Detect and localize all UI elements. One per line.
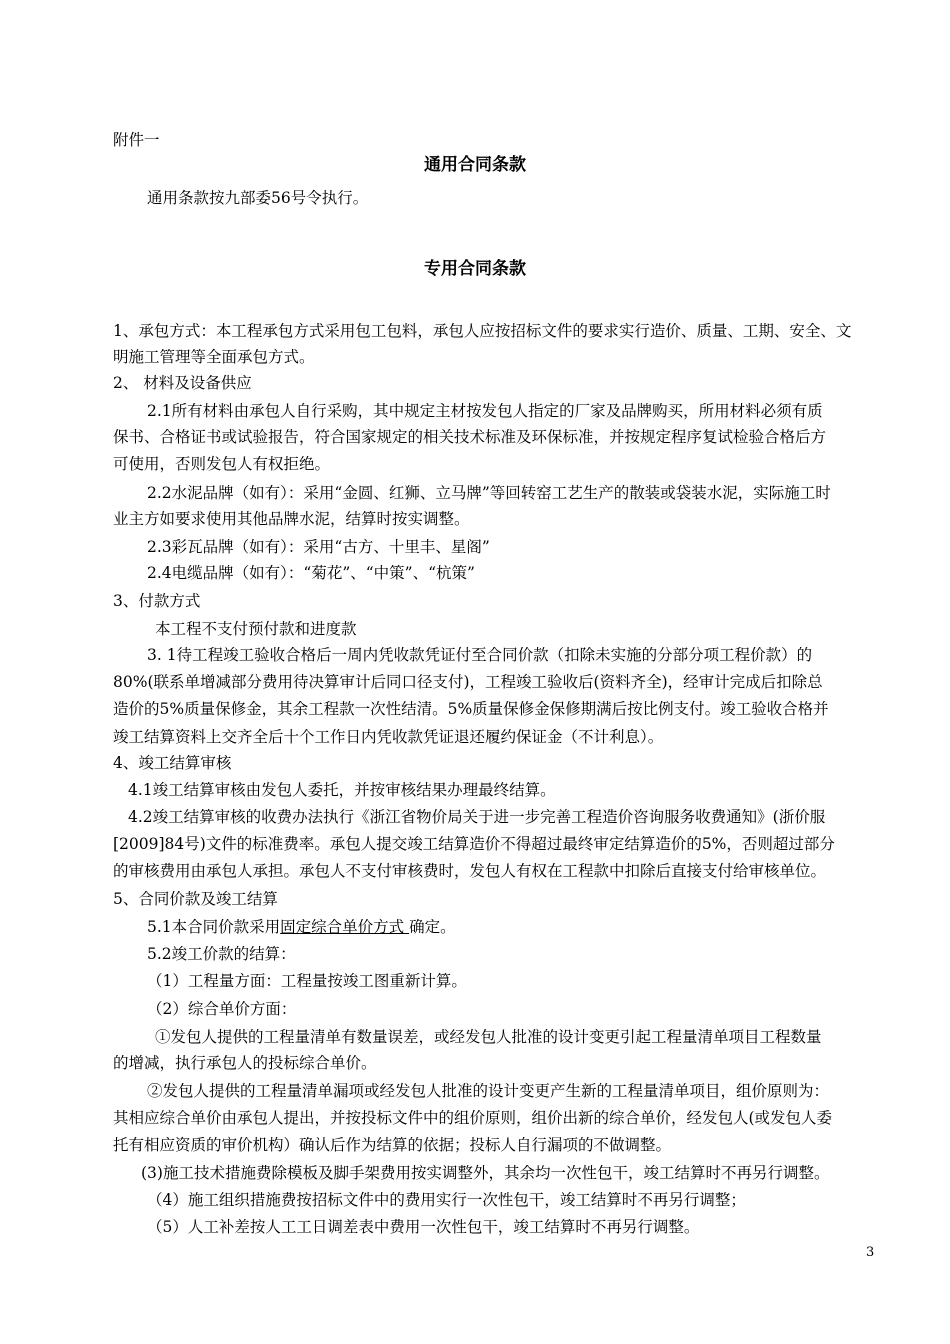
contract-price-prefix: 5.1本合同价款采用 xyxy=(147,918,281,936)
text-line: 1、承包方式：本工程承包方式采用包工包料，承包人应按招标文件的要求实行造价、质量、工期、安全、文 xyxy=(113,322,852,340)
text-line: 托有相应资质的审价机构）确认后作为结算的依据；投标人自行漏项的不做调整。 xyxy=(113,1136,672,1154)
general-text: 通用条款按九部委56号令执行。 xyxy=(147,189,369,207)
general-title: 通用合同条款 xyxy=(424,155,526,175)
text-line: 2.2水泥品牌（如有）：采用“金圆、红狮、立马牌”等回转窑工艺生产的散装或袋装水泥，实际施工时 xyxy=(147,484,831,502)
text-line: （5）人工补差按人工工日调差表中费用一次性包干，竣工结算时不再另行调整。 xyxy=(147,1218,700,1236)
text-line: （4）施工组织措施费按招标文件中的费用实行一次性包干，竣工结算时不再另行调整； xyxy=(147,1191,746,1209)
text-line: 保书、合格证书或试验报告，符合国家规定的相关技术标准及环保标准，并按规定程序复试检验合格后方 xyxy=(113,428,827,446)
section-heading: 5、合同价款及竣工结算 xyxy=(113,890,278,908)
section-heading: 3、付款方式 xyxy=(113,592,201,610)
text-line: 2.1所有材料由承包人自行采购，其中规定主材按发包人指定的厂家及品牌购买，所用材料必须有质 xyxy=(147,402,823,420)
text-line: [2009]84号)文件的标准费率。承包人提交竣工结算造价不得超过最终审定结算造价的5%，否则超过部分 xyxy=(113,835,835,853)
text-line: 本工程不支付预付款和进度款 xyxy=(155,620,357,638)
text-line: 明施工管理等全面承包方式。 xyxy=(113,348,315,366)
text-line: 造价的5%质量保修金，其余工程款一次性结清。5%质量保修金保修期满后按比例支付。竣工验收合格并 xyxy=(113,700,829,718)
text-line: 2.4电缆品牌（如有）：“菊花”、“中策”、“杭策” xyxy=(147,564,475,582)
text-line: 4.2竣工结算审核的收费办法执行《浙江省物价局关于进一步完善工程造价咨询服务收费通知》(浙价服 xyxy=(128,808,826,826)
special-title: 专用合同条款 xyxy=(424,259,526,279)
text-line: 竣工结算资料上交齐全后十个工作日内凭收款凭证退还履约保证金（不计利息）。 xyxy=(113,728,664,746)
text-line: 4.1竣工结算审核由发包人委托，并按审核结果办理最终结算。 xyxy=(128,781,556,799)
contract-price-suffix: 确定。 xyxy=(409,918,456,936)
text-line: 的审核费用由承包人承担。承包人不支付审核费时，发包人有权在工程款中扣除后直接支付给审核单位。 xyxy=(113,862,827,880)
contract-price-method: 固定综合单价方式 xyxy=(280,918,410,936)
text-line: 的增减，执行承包人的投标综合单价。 xyxy=(113,1054,377,1072)
text-line: ①发包人提供的工程量清单有数量误差，或经发包人批准的设计变更引起工程量清单项目工程数量 xyxy=(155,1028,822,1046)
section-heading: 4、竣工结算审核 xyxy=(113,754,232,772)
text-line: 2.3彩瓦品牌（如有）：采用“古方、十里丰、星阁” xyxy=(147,538,490,556)
attachment-label: 附件一 xyxy=(113,131,160,149)
text-line: （2）综合单价方面： xyxy=(147,1000,297,1018)
text-line: 其相应综合单价由承包人提出，并按投标文件中的组价原则，组价出新的综合单价，经发包人(或发包人委 xyxy=(113,1109,833,1127)
text-line: (3)施工技术措施费除模板及脚手架费用按实调整外，其余均一次性包干，竣工结算时不再另行调整。 xyxy=(141,1164,830,1182)
text-line: 业主方如要求使用其他品牌水泥，结算时按实调整。 xyxy=(113,510,470,528)
section-heading: 2、 材料及设备供应 xyxy=(113,374,252,392)
text-line: ②发包人提供的工程量清单漏项或经发包人批准的设计变更产生新的工程量清单项目，组价原则为： xyxy=(147,1082,830,1100)
text-line: 80%(联系单增减部分费用待决算审计后同口径支付)，工程竣工验收后(资料齐全)，经审计完成后扣除总 xyxy=(113,673,823,691)
page-number: 3 xyxy=(866,1245,875,1260)
text-line: 5.2竣工价款的结算： xyxy=(147,945,296,963)
text-line: （1）工程量方面：工程量按竣工图重新计算。 xyxy=(147,972,467,990)
text-line xyxy=(147,914,456,940)
text-line: 3. 1待工程竣工验收合格后一周内凭收款凭证付至合同价款（扣除未实施的分部分项工程价款）的 xyxy=(147,646,813,664)
text-line: 可使用，否则发包人有权拒绝。 xyxy=(113,455,331,473)
